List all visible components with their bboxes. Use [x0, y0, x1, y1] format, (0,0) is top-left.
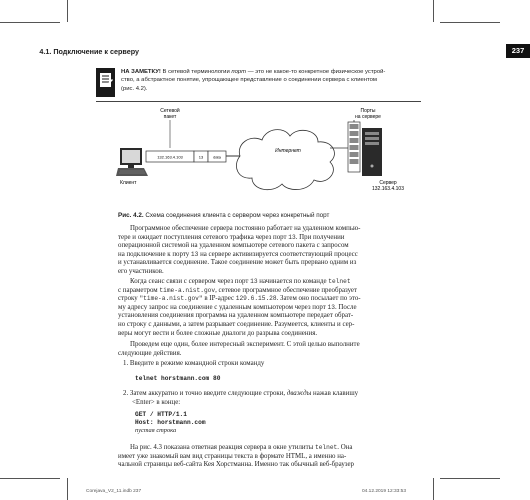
text-line: имеет уже знакомый вам вид страницы текста в формате HTML, а именно на-: [118, 452, 347, 460]
inline-code: 13: [190, 250, 199, 258]
inline-code: 13: [288, 233, 296, 241]
paragraph-4: [118, 444, 416, 470]
packet-label-line2: пакет: [163, 114, 177, 120]
text-span: в IP-адрес: [202, 295, 236, 303]
inline-code: 129.6.15.28: [235, 295, 277, 303]
text-span: . Она: [337, 444, 353, 451]
figure-caption: [118, 212, 408, 220]
text-line: Проведем еще один, более интересный эксперимент. С этой целью выполните: [130, 341, 360, 348]
figure-number: Рис. 4.2.: [118, 212, 144, 219]
inline-code: 13: [250, 278, 258, 285]
code-line: Host: horstmann.com: [135, 418, 206, 426]
step-1: 1. Введите в режиме командной строки команду: [123, 360, 265, 367]
crop-mark: [0, 478, 60, 479]
text-span: . После: [334, 303, 357, 311]
print-footer-file: Corejava_V2_11.indb 237: [86, 489, 142, 494]
packet-ip: 132.163.4.103: [157, 154, 183, 160]
note-text-part: (рис. 4.2).: [121, 85, 148, 92]
text-span: . Затем оно посылает по это-: [276, 295, 361, 303]
client-label: Клиент: [120, 180, 137, 186]
server-label-line1: Сервер: [379, 180, 397, 186]
note-text: [121, 68, 423, 93]
text-span: нажав клавишу: [311, 390, 359, 397]
text-line: и устанавливается соединение. Такое соединение может быть прервано одним из: [118, 259, 357, 267]
inline-code: telnet: [328, 278, 351, 285]
text-span: на сервере активизируется соответствующий процесс: [198, 250, 358, 258]
paragraph-2: [118, 278, 416, 338]
inline-code: time-a.nist.gov: [159, 286, 216, 294]
text-span: на подключение к порту: [118, 250, 191, 258]
note-term: порт: [231, 69, 247, 75]
network-packet: [146, 151, 226, 162]
note-text-part: В сетевой терминологии: [160, 69, 232, 75]
internet-label: Интернет: [275, 148, 301, 154]
text-span: . При получении: [295, 233, 345, 241]
server-ports-icon: [348, 122, 360, 172]
note-text-part: ство, а абстрактное понятие, упрощающее представление о соединении сервера с клиентом: [121, 77, 377, 84]
server-label-line2: 132.163.4.103: [372, 186, 404, 192]
ports-label-line1: Порты: [360, 108, 376, 114]
crop-mark: [440, 22, 500, 23]
text-line: но строку с данными, а затем разрывает соединение. Разумеется, клиенты и сер-: [118, 320, 355, 328]
text-line: его участников.: [118, 267, 164, 275]
ports-label-line2: на сервере: [355, 114, 381, 120]
internet-cloud: [236, 130, 334, 190]
packet-data: data: [213, 154, 221, 160]
crop-mark: [67, 478, 68, 500]
text-span: На рис. 4.3 показана ответная реакция сервера в окне утилиты: [130, 444, 315, 451]
text-span: , сетевое программное обеспечение преобразует: [215, 286, 358, 294]
text-span: начинается по команде: [257, 278, 329, 285]
paragraph-3: [118, 341, 416, 358]
text-span: с параметром: [118, 286, 160, 294]
step-2: [123, 390, 421, 407]
client-computer-icon: [116, 148, 148, 176]
crop-mark: [440, 478, 500, 479]
text-span: строку: [118, 295, 140, 303]
caption-text: Схема соединения клиента с сервером через конкретный порт: [143, 212, 330, 219]
print-footer-date: 04.12.2019 12:33:53: [362, 489, 407, 494]
crop-mark: [433, 0, 434, 22]
text-span: <Enter> в конце:: [132, 398, 181, 406]
page-number: 237: [506, 44, 530, 58]
emphasis: дважды: [286, 390, 312, 397]
section-title: 4.1. Подключение к серверу: [39, 47, 139, 56]
text-line: чальной страницы веб-сайта Кея Хорстманна. Именно так обычный веб-браузер: [118, 461, 354, 469]
code-telnet: telnet horstmann.com 80: [135, 375, 221, 382]
text-line: операционной системой на удаленном компьютере сетевого пакета с запросом: [118, 242, 349, 250]
crop-mark: [67, 0, 68, 22]
text-line: веры могут вести и более сложные диалоги до разрыва соединения.: [118, 329, 318, 337]
server-computer-icon: [362, 128, 382, 176]
text-span: тере и ожидает поступления сетевого трафика через порт: [118, 233, 289, 241]
code-http-request: [135, 411, 206, 434]
text-line: следующие действия.: [118, 349, 182, 357]
text-span: 2. Затем аккуратно и точно введите следующие строки,: [123, 390, 287, 397]
note-text-part: — это не какое-то конкретное физическое устрой-: [246, 69, 386, 75]
inline-code: 13: [327, 303, 335, 311]
text-line: установления соединения программа на удаленном компьютере передает обрат-: [118, 312, 354, 320]
paragraph-1: [118, 225, 416, 277]
packet-label-line1: Сетевой: [160, 108, 180, 114]
text-line: Программное обеспечение сервера постоянно работает на удаленном компью-: [130, 225, 361, 232]
connection-diagram: [118, 100, 408, 207]
code-placeholder: пустая строка: [135, 426, 177, 434]
inline-code: "time-a.nist.gov": [139, 295, 203, 303]
note-label: НА ЗАМЕТКУ!: [121, 69, 161, 75]
crop-mark: [433, 478, 434, 500]
packet-port: 13: [198, 154, 204, 160]
crop-mark: [0, 22, 60, 23]
inline-code: telnet: [314, 444, 338, 451]
note-icon: [96, 68, 115, 97]
code-line: GET / HTTP/1.1: [135, 411, 187, 418]
text-span: му адресу запрос на соединение с удаленным компьютером через порт: [118, 303, 328, 311]
text-span: Когда сеанс связи с сервером через порт: [130, 278, 251, 285]
